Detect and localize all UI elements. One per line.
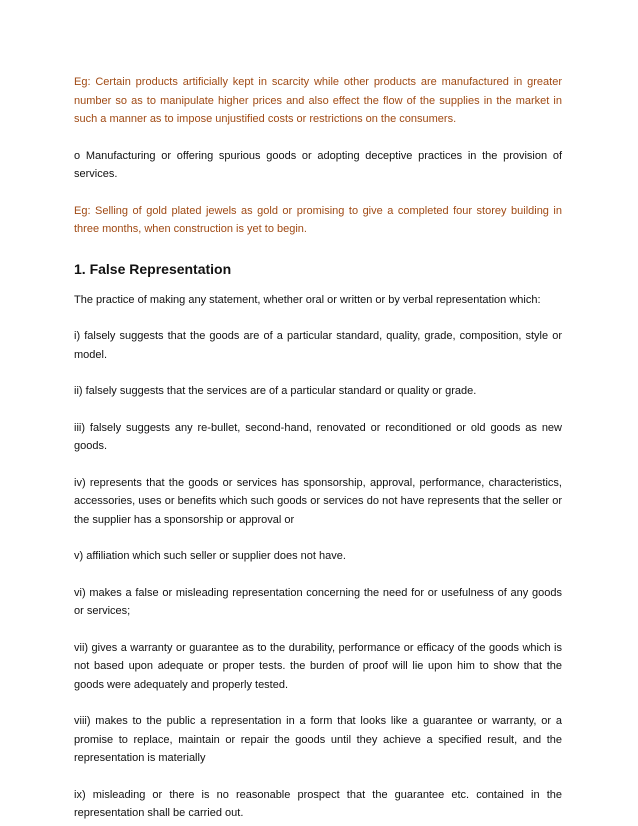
list-item: iv) represents that the goods or services has sponsorship, approval, performance, characteristics, accessories, uses or benefits which such goods or services do not have represents that the seller or the supplier has a sponsorship or approval or (74, 476, 562, 526)
example-scarcity-paragraph: Eg: Certain products artificially kept in scarcity while other products are manufactured in greater number so as to manipulate higher prices and also effect the flow of the supplies in the market in such a manner as to impose unjustified costs or restrictions on the consumers. (74, 76, 562, 125)
spurious-goods-paragraph: o Manufacturing or offering spurious goods or adopting deceptive practices in the provision of services. (74, 149, 562, 180)
intro-paragraph: The practice of making any statement, whether oral or written or by verbal representation which: (74, 293, 541, 306)
list-item: vii) gives a warranty or guarantee as to the durability, performance or efficacy of the goods which is not based upon adequate or proper tests. the burden of proof will lie upon him to show that the goods were adequately and properly tested. (74, 641, 562, 691)
list-item: iii) falsely suggests any re-bullet, second-hand, renovated or reconditioned or old goods as new goods. (74, 421, 562, 452)
example-gold-jewels-paragraph: Eg: Selling of gold plated jewels as gold or promising to give a completed four storey building in three months, when construction is yet to begin. (74, 204, 562, 235)
list-item: ii) falsely suggests that the services are of a particular standard or quality or grade. (74, 385, 477, 397)
list-item: v) affiliation which such seller or supplier does not have. (74, 550, 346, 562)
list-item: vi) makes a false or misleading representation concerning the need for or usefulness of any goods or services; (74, 586, 562, 617)
list-item: i) falsely suggests that the goods are of a particular standard, quality, grade, composition, style or model. (74, 330, 562, 361)
list-item: ix) misleading or there is no reasonable prospect that the guarantee etc. contained in the representation shall be carried out. (74, 788, 562, 819)
section-heading: 1. False Representation (74, 260, 232, 277)
list-item: viii) makes to the public a representation in a form that looks like a guarantee or warranty, or a promise to replace, maintain or repair the goods until they achieve a specified result, and the representation is materially (74, 715, 562, 764)
